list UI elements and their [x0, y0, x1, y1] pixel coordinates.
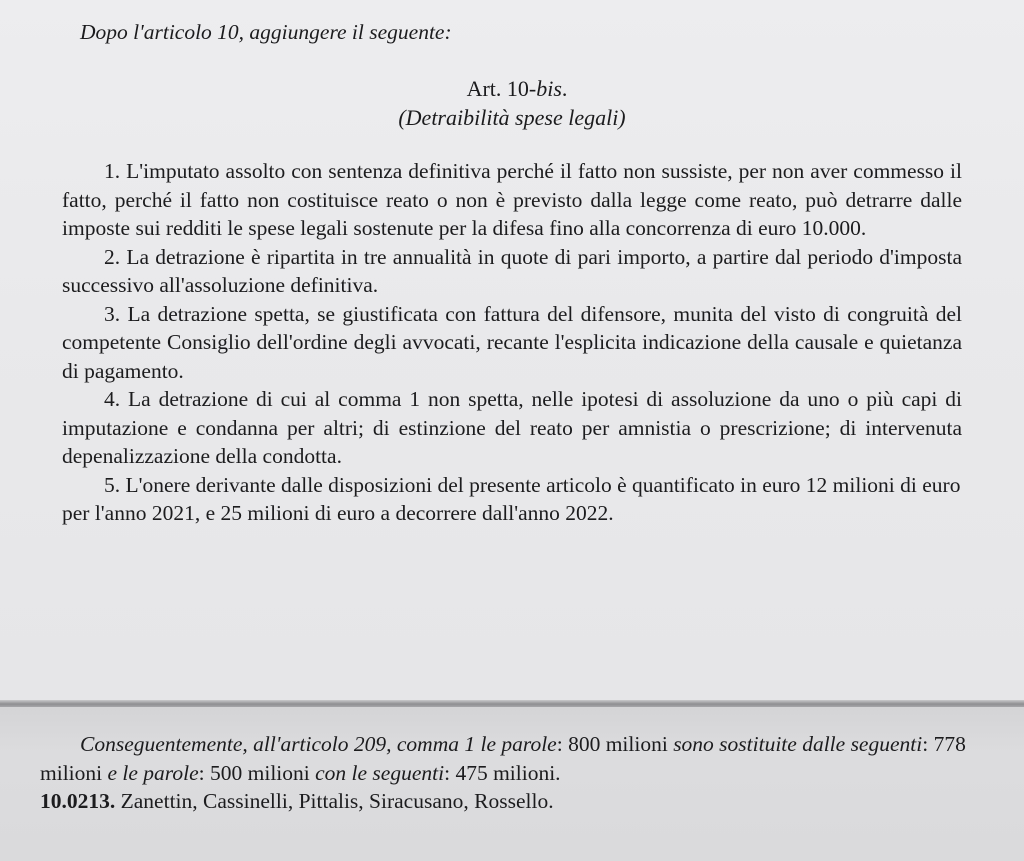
intro-line: Dopo l'articolo 10, aggiungere il seguente:	[80, 20, 452, 44]
signature-line	[40, 787, 990, 816]
article-title-prefix: Art. 10-	[466, 76, 537, 101]
consequent-part-1: Conseguentemente, all'articolo 209, comma 1 le parole	[80, 732, 557, 756]
amendment-code: 10.0213.	[40, 789, 116, 813]
consequent-part-2: : 800 milioni	[556, 732, 674, 756]
consequent-paragraph	[40, 730, 990, 787]
article-body	[62, 157, 962, 528]
consequent-section	[40, 730, 990, 816]
consequent-part-3: sono sostituite dalle seguenti	[673, 732, 923, 756]
article-title	[0, 78, 1024, 100]
signatories: Zanettin, Cassinelli, Pittalis, Siracusano, Rossello.	[115, 789, 554, 813]
paragraph-2: 2. La detrazione è ripartita in tre annualità in quote di pari importo, a partire dal periodo d'imposta successivo all'assoluzione definitiva.	[62, 244, 962, 297]
paragraph-3: 3. La detrazione spetta, se giustificata con fattura del difensore, munita del visto di congruità del competente Consiglio dell'ordine degli avvocati, recante l'esplicita indicazione della causale e quietanza di pagamento.	[62, 301, 962, 383]
article-title-end: .	[561, 76, 568, 101]
article-title-suffix: bis	[536, 76, 562, 101]
consequent-part-4: : 778 milioni	[40, 732, 966, 785]
consequent-part-5: e le parole	[107, 760, 199, 785]
paragraph-1: 1. L'imputato assolto con sentenza definitiva perché il fatto non sussiste, per non aver commesso il fatto, perché il fatto non costituisce reato o non è previsto dalla legge come reato, può detrarre dalle imposte sui redditi le spese legali sostenute per la difesa fino alla concorrenza di euro 10.000.	[62, 159, 962, 240]
article-subtitle: (Detraibilità spese legali)	[398, 105, 626, 130]
consequent-part-6: : 500 milioni	[198, 760, 316, 785]
paragraph-5: 5. L'onere derivante dalle disposizioni del presente articolo è quantificato in euro 12 milioni di euro per l'anno 2021, e 25 milioni di euro a decorrere dall'anno 2022.	[62, 472, 961, 525]
consequent-part-7: con le seguenti	[315, 760, 445, 785]
paragraph-4: 4. La detrazione di cui al comma 1 non spetta, nelle ipotesi di assoluzione da uno o più capi di imputazione e condanna per altri; di estinzione del reato per amnistia o prescrizione; di intervenuta depenalizzazione della condotta.	[62, 387, 962, 468]
consequent-part-8: : 475 milioni.	[444, 760, 561, 785]
